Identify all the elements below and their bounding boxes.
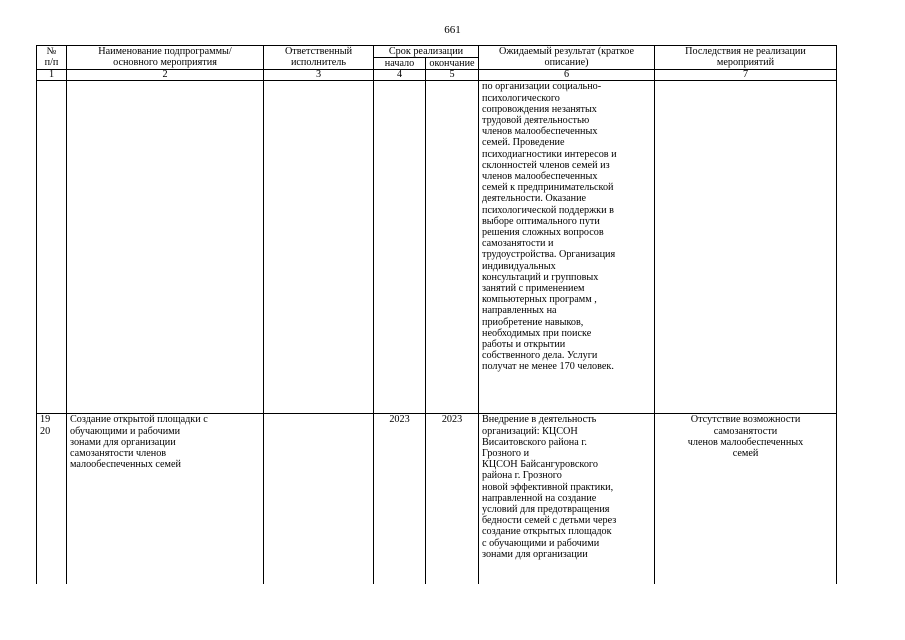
row-name	[67, 81, 264, 414]
row-no: 19 20	[37, 414, 67, 584]
row-start	[374, 81, 426, 414]
program-table	[36, 45, 837, 584]
row-end: 2023	[426, 414, 479, 584]
column-number: 3	[264, 70, 374, 81]
table-row	[37, 81, 837, 414]
row-responsible	[264, 81, 374, 414]
header-end: окончание	[426, 58, 479, 70]
page-number: 661	[444, 24, 461, 36]
header-period: Срок реализации	[374, 46, 479, 58]
column-number: 1	[37, 70, 67, 81]
row-end	[426, 81, 479, 414]
column-number: 2	[67, 70, 264, 81]
row-name: Создание открытой площадки с обучающими и рабочими зонами для организации самозанятости членов малообеспеченных семей	[67, 414, 264, 584]
header-name: Наименование подпрограммы/ основного мероприятия	[67, 46, 264, 70]
header-no: № п/п	[37, 46, 67, 70]
header-consequences: Последствия не реализации мероприятий	[655, 46, 837, 70]
header-row	[37, 46, 837, 58]
header-start: начало	[374, 58, 426, 70]
column-number: 6	[479, 70, 655, 81]
row-consequences	[655, 81, 837, 414]
row-responsible	[264, 414, 374, 584]
column-number: 7	[655, 70, 837, 81]
row-consequences: Отсутствие возможности самозанятости членов малообеспеченных семей	[655, 414, 837, 584]
column-number: 4	[374, 70, 426, 81]
header-responsible: Ответственный исполнитель	[264, 46, 374, 70]
column-number: 5	[426, 70, 479, 81]
row-result: по организации социально- психологического сопровождения незанятых трудовой деятельностью членов малообеспеченных семей. Проведение психодиагностики интересов и склонностей членов семей из членов малообеспеченных семей к предпринимательской деятельности. Оказание психологической поддержки в выборе оптимального пути решения сложных вопросов самозанятости и трудоустройства. Организация индивидуальных консультаций и групповых занятий с применением компьютерных программ , направленных на приобретение навыков, необходимых при поиске работы и открытии собственного дела. Услуги получат не менее 170 человек.	[479, 81, 655, 414]
column-number-row	[37, 70, 837, 81]
header-result: Ожидаемый результат (краткое описание)	[479, 46, 655, 70]
row-start: 2023	[374, 414, 426, 584]
row-no	[37, 81, 67, 414]
row-result: Внедрение в деятельность организаций: КЦСОН Висаитовского района г. Грозного и КЦСОН Байсангуровского района г. Грозного новой эффективной практики, направленной на создание условий для предотвращения бедности семей с детьми через создание открытых площадок с обучающими и рабочими зонами для организации	[479, 414, 655, 584]
table-row	[37, 414, 837, 584]
